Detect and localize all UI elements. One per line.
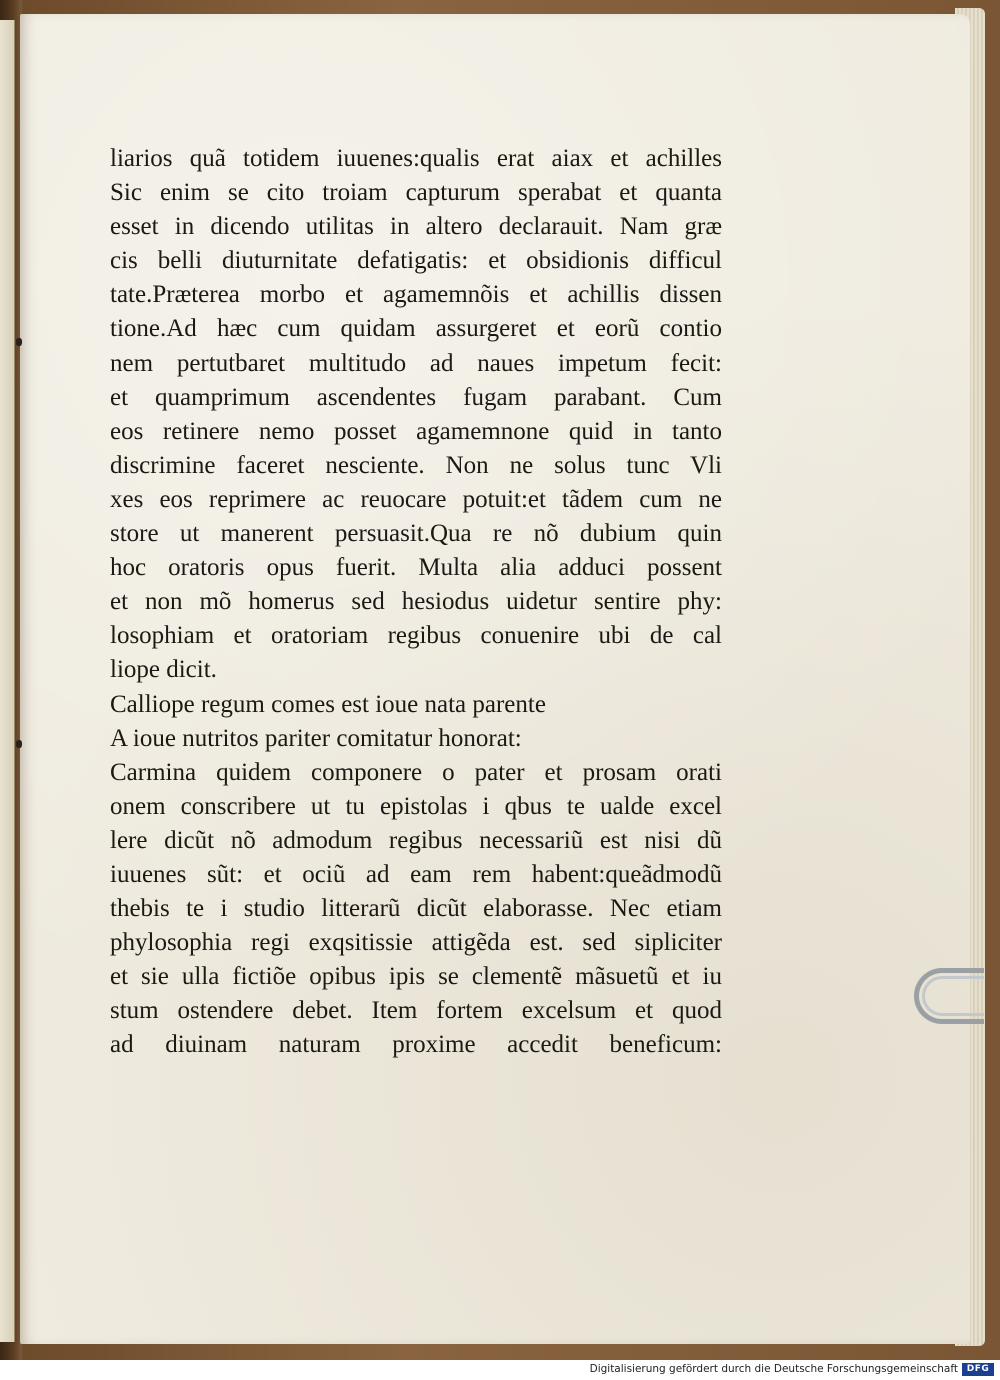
text-line: ad diuinam naturam proxime accedit beneficum: — [110, 1031, 722, 1059]
text-line: Carmina quidem componere o pater et prosam orati — [110, 758, 722, 786]
text-line: tione.Ad hæc cum quidam assurgeret et eorũ contio — [110, 315, 722, 343]
text-line: lere dicũt nõ admodum regibus necessariũ est nisi dũ — [110, 826, 722, 854]
text-line: thebis te i studio litterarũ dicũt elaborasse. Nec etiam — [110, 895, 722, 923]
text-line: esset in dicendo utilitas in altero declarauit. Nam græ — [110, 213, 722, 241]
text-line: hoc oratoris opus fuerit. Multa alia adduci possent — [110, 554, 722, 582]
margin-mark — [16, 740, 22, 748]
dfg-logo: DFG — [962, 1363, 994, 1376]
text-line: phylosophia regi exqsitissie attigẽda est. sed sipliciter — [110, 929, 722, 957]
margin-mark — [16, 338, 22, 346]
text-line: tate.Præterea morbo et agamemnõis et achillis dissen — [110, 281, 722, 309]
text-line: et sie ulla fictiõe opibus ipis se clementẽ mãsuetũ et iu — [110, 963, 722, 991]
text-line: Sic enim se cito troiam capturum sperabat et quanta — [110, 179, 722, 207]
facing-page-edge — [0, 20, 15, 1342]
text-line: eos retinere nemo posset agamemnone quid in tanto — [110, 417, 722, 445]
text-line: nem pertutbaret multitudo ad naues impetum fecit: — [110, 349, 722, 377]
text-line: losophiam et oratoriam regibus conuenire ubi de cal — [110, 622, 722, 650]
text-line: onem conscribere ut tu epistolas i qbus te ualde excel — [110, 792, 722, 820]
page-text — [110, 142, 722, 1063]
text-line: iuuenes sũt: et ociũ ad eam rem habent:queãdmodũ — [110, 860, 722, 888]
text-line: xes eos reprimere ac reuocare potuit:et tãdem cum ne — [110, 485, 722, 513]
footer-bar — [0, 1360, 1000, 1380]
text-line: A ioue nutritos pariter comitatur honorat: — [110, 724, 522, 752]
text-line: et non mõ homerus sed hesiodus uidetur sentire phy: — [110, 588, 722, 616]
paper-clip-inner — [922, 976, 984, 1016]
text-line: liope dicit. — [110, 656, 217, 684]
text-line: Calliope regum comes est ioue nata parente — [110, 690, 546, 718]
text-line: liarios quã totidem iuuenes:qualis erat aiax et achilles — [110, 145, 722, 172]
text-line: cis belli diuturnitate defatigatis: et obsidionis difficul — [110, 247, 722, 275]
text-line: et quamprimum ascendentes fugam parabant. Cum — [110, 383, 722, 411]
text-line: stum ostendere debet. Item fortem excelsum et quod — [110, 997, 722, 1025]
funding-credit: Digitalisierung gefördert durch die Deutsche Forschungsgemeinschaft — [589, 1363, 958, 1375]
text-line: store ut manerent persuasit.Qua re nõ dubium quin — [110, 520, 722, 548]
text-line: discrimine faceret nesciente. Non ne solus tunc Vli — [110, 451, 722, 479]
